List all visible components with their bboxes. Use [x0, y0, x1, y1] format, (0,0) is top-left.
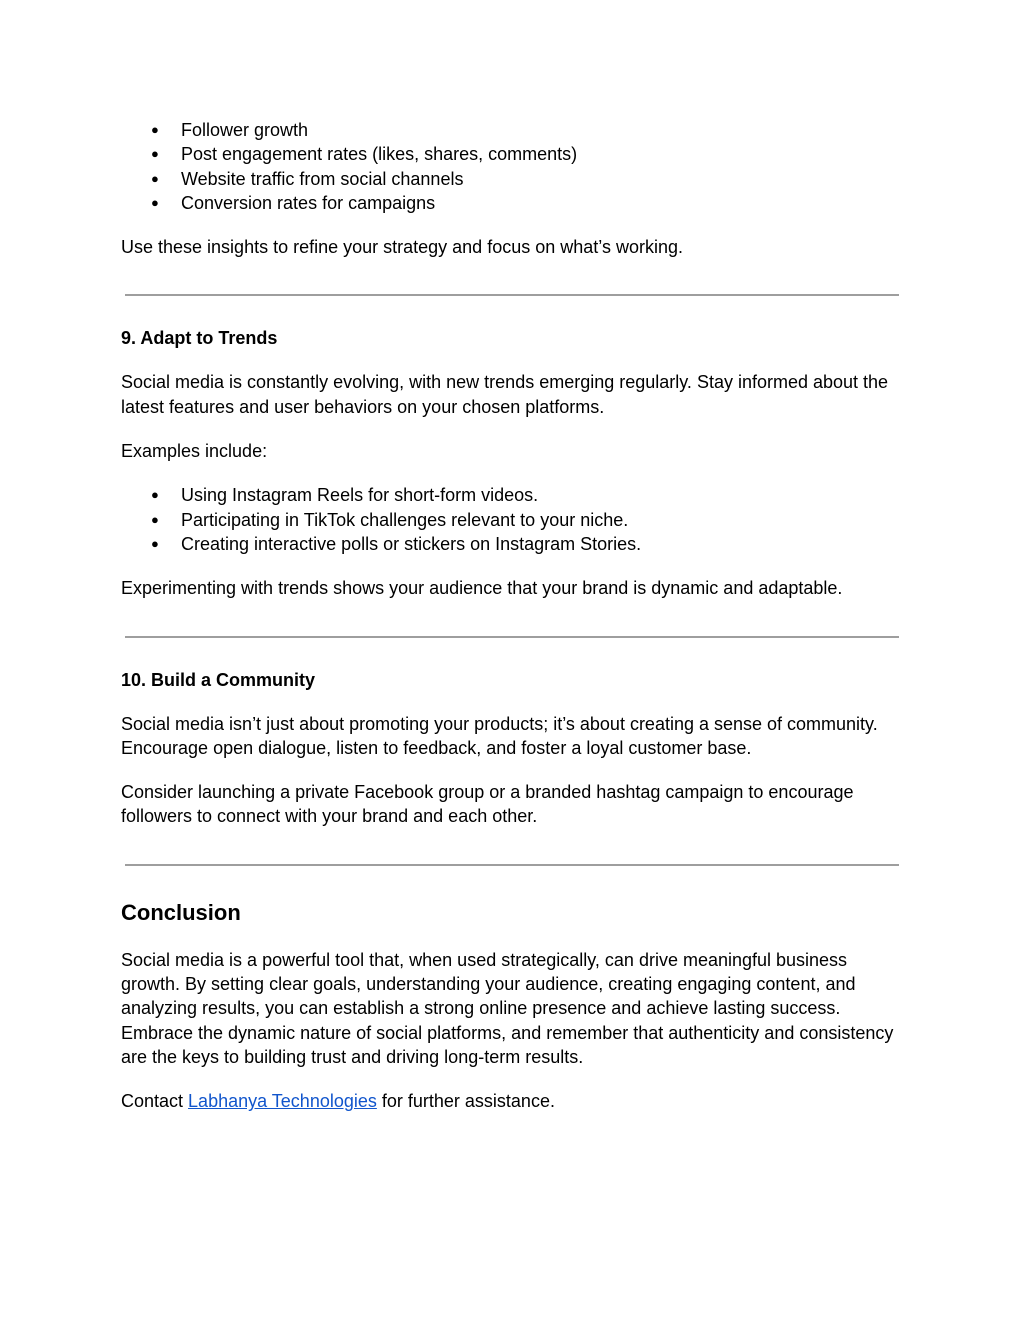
list-item: [121, 483, 901, 507]
section9-closing: Experimenting with trends shows your audience that your brand is dynamic and adaptable.: [121, 578, 843, 599]
conclusion-heading: Conclusion: [121, 899, 241, 925]
document-page: [121, 118, 901, 1114]
metrics-list: [121, 118, 901, 215]
section10-heading: 10. Build a Community: [121, 669, 316, 690]
list-item: [121, 532, 901, 556]
list-item: [121, 167, 901, 191]
list-item-text: Participating in TikTok challenges relevant to your niche.: [181, 509, 629, 530]
section9-intro: Social media is constantly evolving, with new trends emerging regularly. Stay informed about the latest features and user behaviors on your chosen platforms.: [121, 372, 889, 417]
list-item: [121, 118, 901, 142]
bullet-icon: ●: [151, 194, 159, 210]
list-item-text: Follower growth: [181, 120, 309, 140]
contact-suffix: for further assistance.: [376, 1091, 555, 1112]
bullet-icon: ●: [151, 146, 159, 162]
bullet-icon: ●: [151, 535, 159, 551]
section9-heading: 9. Adapt to Trends: [121, 328, 278, 349]
section10-para2: Consider launching a private Facebook group or a branded hashtag campaign to encourage followers to connect with your brand and each other.: [121, 782, 854, 827]
bullet-icon: ●: [151, 122, 159, 137]
section-divider: [125, 864, 899, 866]
list-item-text: Post engagement rates (likes, shares, comments): [181, 144, 578, 165]
list-item: [121, 191, 901, 215]
section-divider: [125, 636, 899, 638]
list-item-text: Conversion rates for campaigns: [181, 192, 436, 213]
contact-prefix: Contact: [121, 1091, 189, 1112]
list-item-text: Creating interactive polls or stickers on Instagram Stories.: [181, 533, 642, 554]
section9-examples-label: Examples include:: [121, 441, 268, 462]
section10-para1: Social media isn’t just about promoting your products; it’s about creating a sense of community. Encourage open dialogue, listen to feedback, and foster a loyal customer base.: [121, 713, 878, 758]
bullet-icon: ●: [151, 511, 159, 527]
company-link[interactable]: Labhanya Technologies: [188, 1091, 377, 1112]
list-item-text: Website traffic from social channels: [181, 168, 464, 189]
conclusion-body: Social media is a powerful tool that, when used strategically, can drive meaningful business growth. By setting clear goals, understanding your audience, creating engaging content, and analyzing results, you can establish a strong online presence and achieve lasting success. Embrace the dynamic nature of social platforms, and remember that authenticity and consistency are the keys to building trust and driving long-term results.: [121, 949, 894, 1067]
examples-list: [121, 483, 901, 556]
metrics-summary: Use these insights to refine your strategy and focus on what’s working.: [121, 237, 683, 258]
list-item-text: Using Instagram Reels for short-form videos.: [181, 485, 539, 506]
bullet-icon: ●: [151, 487, 159, 503]
section-divider: [125, 294, 899, 296]
list-item: [121, 508, 901, 532]
bullet-icon: ●: [151, 170, 159, 186]
list-item: [121, 142, 901, 166]
contact-line: [121, 1089, 901, 1113]
